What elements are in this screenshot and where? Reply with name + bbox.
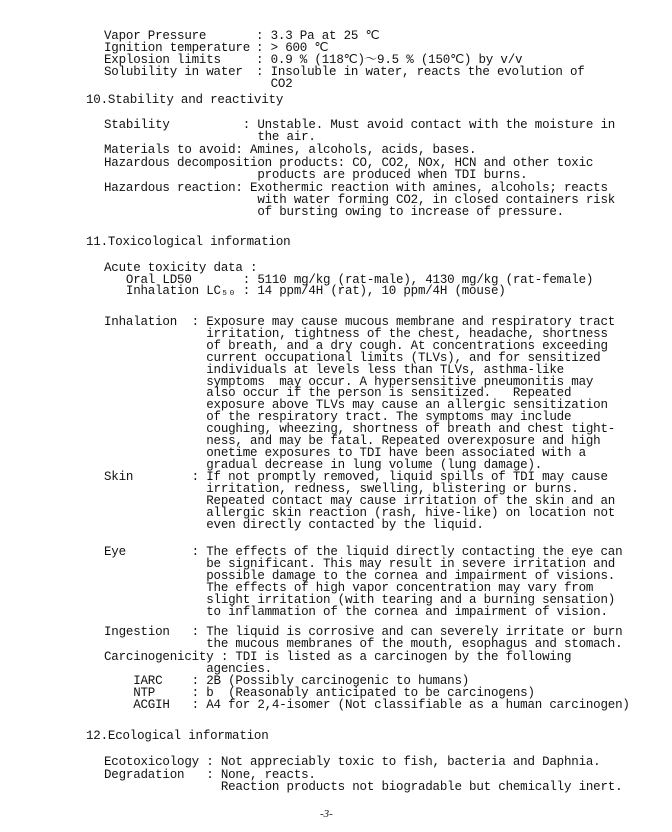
inhalation-text: exposure above TLVs may cause an allergic sensitization bbox=[104, 398, 608, 413]
property-label: Vapor Pressure bbox=[104, 29, 207, 43]
inhalation-text: Inhalation : Exposure may cause mucous membrane and respiratory tract bbox=[104, 315, 616, 329]
acute-toxicity-text: Acute toxicity data : bbox=[104, 261, 258, 275]
property-value: CO2 bbox=[256, 77, 293, 91]
inhalation-text: of the respiratory tract. The symptoms may include bbox=[104, 410, 572, 425]
eye-text: Eye : The effects of the liquid directly contacting the eye can bbox=[104, 545, 623, 559]
materials-text: Materials to avoid: Amines, alcohols, acids, bases. bbox=[104, 143, 477, 157]
stability-text: Stability : Unstable. Must avoid contact with the moisture in bbox=[104, 118, 616, 132]
decomposition-text: Hazardous decomposition products: CO, CO2, NOx, HCN and other toxic bbox=[104, 156, 594, 170]
skin-text: even directly contacted by the liquid. bbox=[104, 517, 484, 532]
eye-text: be significant. This may result in severe irritation and bbox=[104, 556, 616, 571]
section-heading: 11.Toxicological information bbox=[86, 235, 291, 249]
inhalation-text: ness, and may be fatal. Repeated overexposure and high bbox=[104, 434, 601, 448]
acute-toxicity-text: Inhalation LC₅₀ : 14 ppm/4H (rat), 10 ppm/4H (mouse) bbox=[104, 284, 506, 298]
section-heading: 10.Stability and reactivity bbox=[86, 93, 284, 107]
eye-text: The effects of high vapor concentration may vary from bbox=[104, 580, 594, 595]
carcinogenicity-text: agencies. bbox=[104, 661, 272, 676]
property-label: Solubility in water bbox=[104, 65, 243, 79]
property-value: : 3.3 Pa at 25 ℃ bbox=[256, 29, 380, 43]
ingestion-text: the mucous membranes of the mouth, esophagus and stomach. bbox=[104, 636, 623, 651]
section-heading: 12.Ecological information bbox=[86, 729, 269, 743]
inhalation-text: onetime exposures to TDI have been associated with a bbox=[104, 445, 586, 460]
reaction-text: Hazardous reaction: Exothermic reaction with amines, alcohols; reacts bbox=[104, 181, 608, 195]
inhalation-text: symptoms may occur. A hypersensitive pneumonitis may bbox=[104, 374, 594, 389]
skin-text: Skin : If not promptly removed, liquid spills of TDI may cause bbox=[104, 470, 608, 484]
inhalation-text: also occur if the person is sensitized. Repeated bbox=[104, 386, 572, 401]
stability-text: the air. bbox=[104, 130, 316, 144]
decomposition-text: products are produced when TDI burns. bbox=[104, 168, 528, 182]
carcinogenicity-text: IARC : 2B (Possibly carcinogenic to humans) bbox=[104, 673, 470, 688]
property-value: : Insoluble in water, reacts the evolution of bbox=[256, 65, 585, 79]
skin-text: irritation, redness, swelling, blistering or burns. bbox=[104, 481, 579, 496]
acute-toxicity-text: Oral LD50 : 5110 mg/kg (rat-male), 4130 mg/kg (rat-female) bbox=[104, 272, 594, 287]
page-number: -3- bbox=[320, 808, 333, 820]
ingestion-text: Ingestion : The liquid is corrosive and can severely irritate or burn bbox=[104, 625, 623, 639]
skin-text: Repeated contact may cause irritation of the skin and an bbox=[104, 493, 616, 508]
property-value: : 0.9 % (118℃)～9.5 % (150℃) by v/v bbox=[256, 53, 523, 67]
ecology-text: Reaction products not biogradable but chemically inert. bbox=[104, 780, 623, 794]
reaction-text: with water forming CO2, in closed containers risk bbox=[104, 193, 616, 207]
carcinogenicity-text: Carcinogenicity : TDI is listed as a carcinogen by the following bbox=[104, 650, 572, 664]
property-value: : > 600 ℃ bbox=[256, 41, 329, 55]
inhalation-text: individuals at levels less than TLVs, asthma-like bbox=[104, 362, 564, 377]
inhalation-text: coughing, wheezing, shortness of breath and chest tight- bbox=[104, 422, 616, 437]
inhalation-text: gradual decrease in lung volume (lung damage). bbox=[104, 457, 543, 472]
carcinogenicity-text: NTP : b (Reasonably anticipated to be carcinogens) bbox=[104, 685, 535, 700]
inhalation-text: of breath, and a dry cough. At concentrations exceeding bbox=[104, 338, 608, 353]
carcinogenicity-text: ACGIH : A4 for 2,4-isomer (Not classifiable as a human carcinogen) bbox=[104, 697, 630, 712]
property-label: Ignition temperature bbox=[104, 41, 251, 55]
property-label: Explosion limits bbox=[104, 53, 221, 67]
eye-text: to inflammation of the cornea and impairment of vision. bbox=[104, 604, 608, 619]
inhalation-text: current occupational limits (TLVs), and for sensitized bbox=[104, 350, 601, 365]
ecology-text: Ecotoxicology : Not appreciably toxic to fish, bacteria and Daphnia. bbox=[104, 755, 601, 769]
inhalation-text: irritation, tightness of the chest, headache, shortness bbox=[104, 326, 608, 341]
reaction-text: of bursting owing to increase of pressure. bbox=[104, 205, 564, 219]
eye-text: slight irritation (with tearing and a burning sensation) bbox=[104, 592, 616, 607]
skin-text: allergic skin reaction (rash, hive-like) on location not bbox=[104, 505, 616, 520]
ecology-text: Degradation : None, reacts. bbox=[104, 767, 316, 782]
eye-text: possible damage to the cornea and impairment of visions. bbox=[104, 568, 616, 583]
